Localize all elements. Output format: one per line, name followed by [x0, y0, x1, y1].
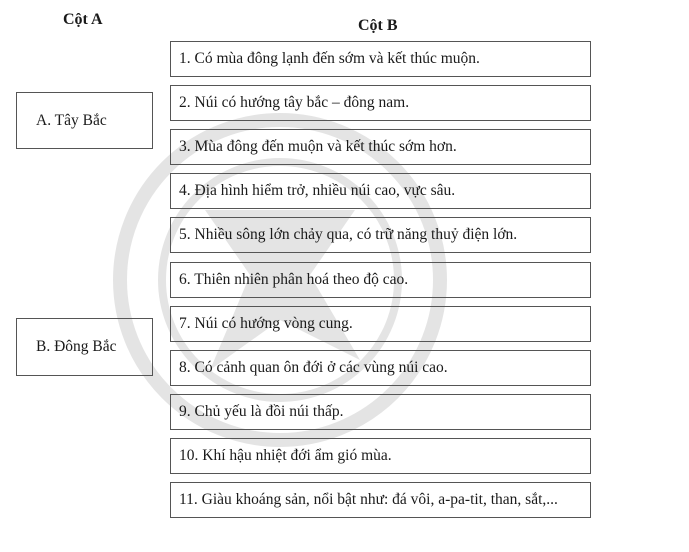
- column-b-item-8: 8. Có cảnh quan ôn đới ở các vùng núi cao.: [170, 350, 591, 386]
- column-b-item-10: 10. Khí hậu nhiệt đới ẩm gió mùa.: [170, 438, 591, 474]
- column-b-item-4: 4. Địa hình hiểm trở, nhiều núi cao, vực sâu.: [170, 173, 591, 209]
- column-b-item-2: 2. Núi có hướng tây bắc – đông nam.: [170, 85, 591, 121]
- column-b-item-3: 3. Mùa đông đến muộn và kết thúc sớm hơn.: [170, 129, 591, 165]
- column-b-item-5: 5. Nhiều sông lớn chảy qua, có trữ năng thuỷ điện lớn.: [170, 217, 591, 253]
- column-b-item-11: 11. Giàu khoáng sản, nổi bật như: đá vôi, a-pa-tit, than, sắt,...: [170, 482, 591, 518]
- column-a-item-dong-bac: B. Đông Bắc: [16, 318, 153, 376]
- column-a-title: Cột A: [63, 11, 103, 28]
- column-a-item-tay-bac: A. Tây Bắc: [16, 92, 153, 149]
- column-b-item-6: 6. Thiên nhiên phân hoá theo độ cao.: [170, 262, 591, 298]
- column-b-item-1: 1. Có mùa đông lạnh đến sớm và kết thúc muộn.: [170, 41, 591, 77]
- column-b-item-9: 9. Chủ yếu là đồi núi thấp.: [170, 394, 591, 430]
- column-b-title: Cột B: [358, 17, 398, 34]
- column-b-item-7: 7. Núi có hướng vòng cung.: [170, 306, 591, 342]
